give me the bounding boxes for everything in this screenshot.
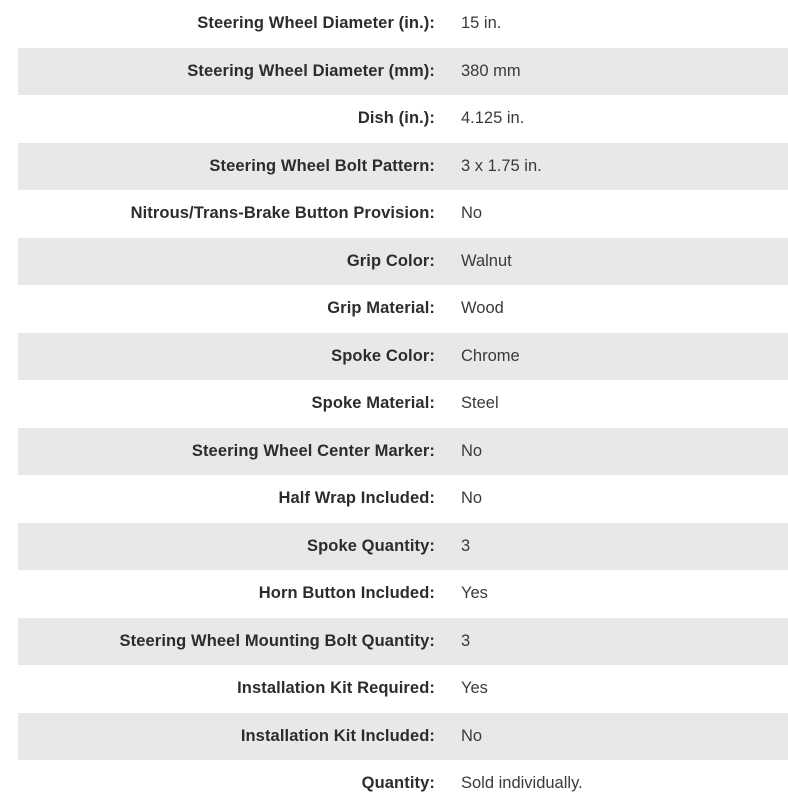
spec-label: Horn Button Included: — [258, 584, 435, 603]
spec-row-grip-color — [18, 238, 788, 286]
spec-value: 3 x 1.75 in. — [461, 156, 542, 175]
spec-label: Half Wrap Included: — [278, 489, 435, 508]
spec-value: Steel — [461, 394, 499, 413]
spec-label: Grip Material: — [327, 299, 435, 318]
spec-label: Spoke Color: — [331, 346, 435, 365]
spec-label: Installation Kit Required: — [237, 679, 435, 698]
spec-label: Steering Wheel Center Marker: — [191, 441, 435, 460]
spec-row-mounting-bolt-quantity — [18, 618, 788, 666]
spec-value: 4.125 in. — [461, 109, 525, 128]
spec-label: Steering Wheel Diameter (in.): — [197, 14, 435, 33]
spec-label: Dish (in.): — [357, 109, 435, 128]
spec-row-steering-wheel-diameter-in — [18, 0, 788, 48]
spec-row-horn-button — [18, 570, 788, 618]
spec-row-spoke-quantity — [18, 523, 788, 571]
spec-row-quantity — [18, 760, 788, 808]
spec-row-half-wrap — [18, 475, 788, 523]
spec-row-installation-kit-included — [18, 713, 788, 761]
spec-value: 3 — [461, 631, 471, 650]
spec-value: No — [461, 489, 483, 508]
spec-value: 3 — [461, 536, 471, 555]
spec-value: Walnut — [461, 251, 512, 270]
spec-label: Steering Wheel Diameter (mm): — [187, 61, 435, 80]
spec-value: No — [461, 441, 483, 460]
spec-label: Steering Wheel Bolt Pattern: — [209, 156, 435, 175]
spec-label: Steering Wheel Mounting Bolt Quantity: — [119, 631, 435, 650]
spec-value: Chrome — [461, 346, 520, 365]
spec-value: Yes — [461, 584, 488, 603]
spec-label: Nitrous/Trans-Brake Button Provision: — [130, 204, 435, 223]
spec-label: Spoke Material: — [311, 394, 435, 413]
spec-label: Installation Kit Included: — [240, 726, 435, 745]
spec-value: Sold individually. — [461, 774, 583, 793]
spec-row-installation-kit-required — [18, 665, 788, 713]
spec-row-center-marker — [18, 428, 788, 476]
spec-row-grip-material — [18, 285, 788, 333]
specifications-table — [18, 0, 788, 808]
spec-value: 15 in. — [461, 14, 502, 33]
spec-row-steering-wheel-diameter-mm — [18, 48, 788, 96]
spec-label: Quantity: — [361, 774, 435, 793]
spec-row-spoke-material — [18, 380, 788, 428]
spec-label: Spoke Quantity: — [306, 536, 435, 555]
spec-row-spoke-color — [18, 333, 788, 381]
spec-row-dish — [18, 95, 788, 143]
spec-value: Yes — [461, 679, 488, 698]
spec-value: No — [461, 726, 483, 745]
spec-row-nitrous-trans-brake — [18, 190, 788, 238]
spec-label: Grip Color: — [346, 251, 435, 270]
spec-row-bolt-pattern — [18, 143, 788, 191]
spec-value: No — [461, 204, 483, 223]
spec-value: Wood — [461, 299, 504, 318]
spec-value: 380 mm — [461, 61, 521, 80]
